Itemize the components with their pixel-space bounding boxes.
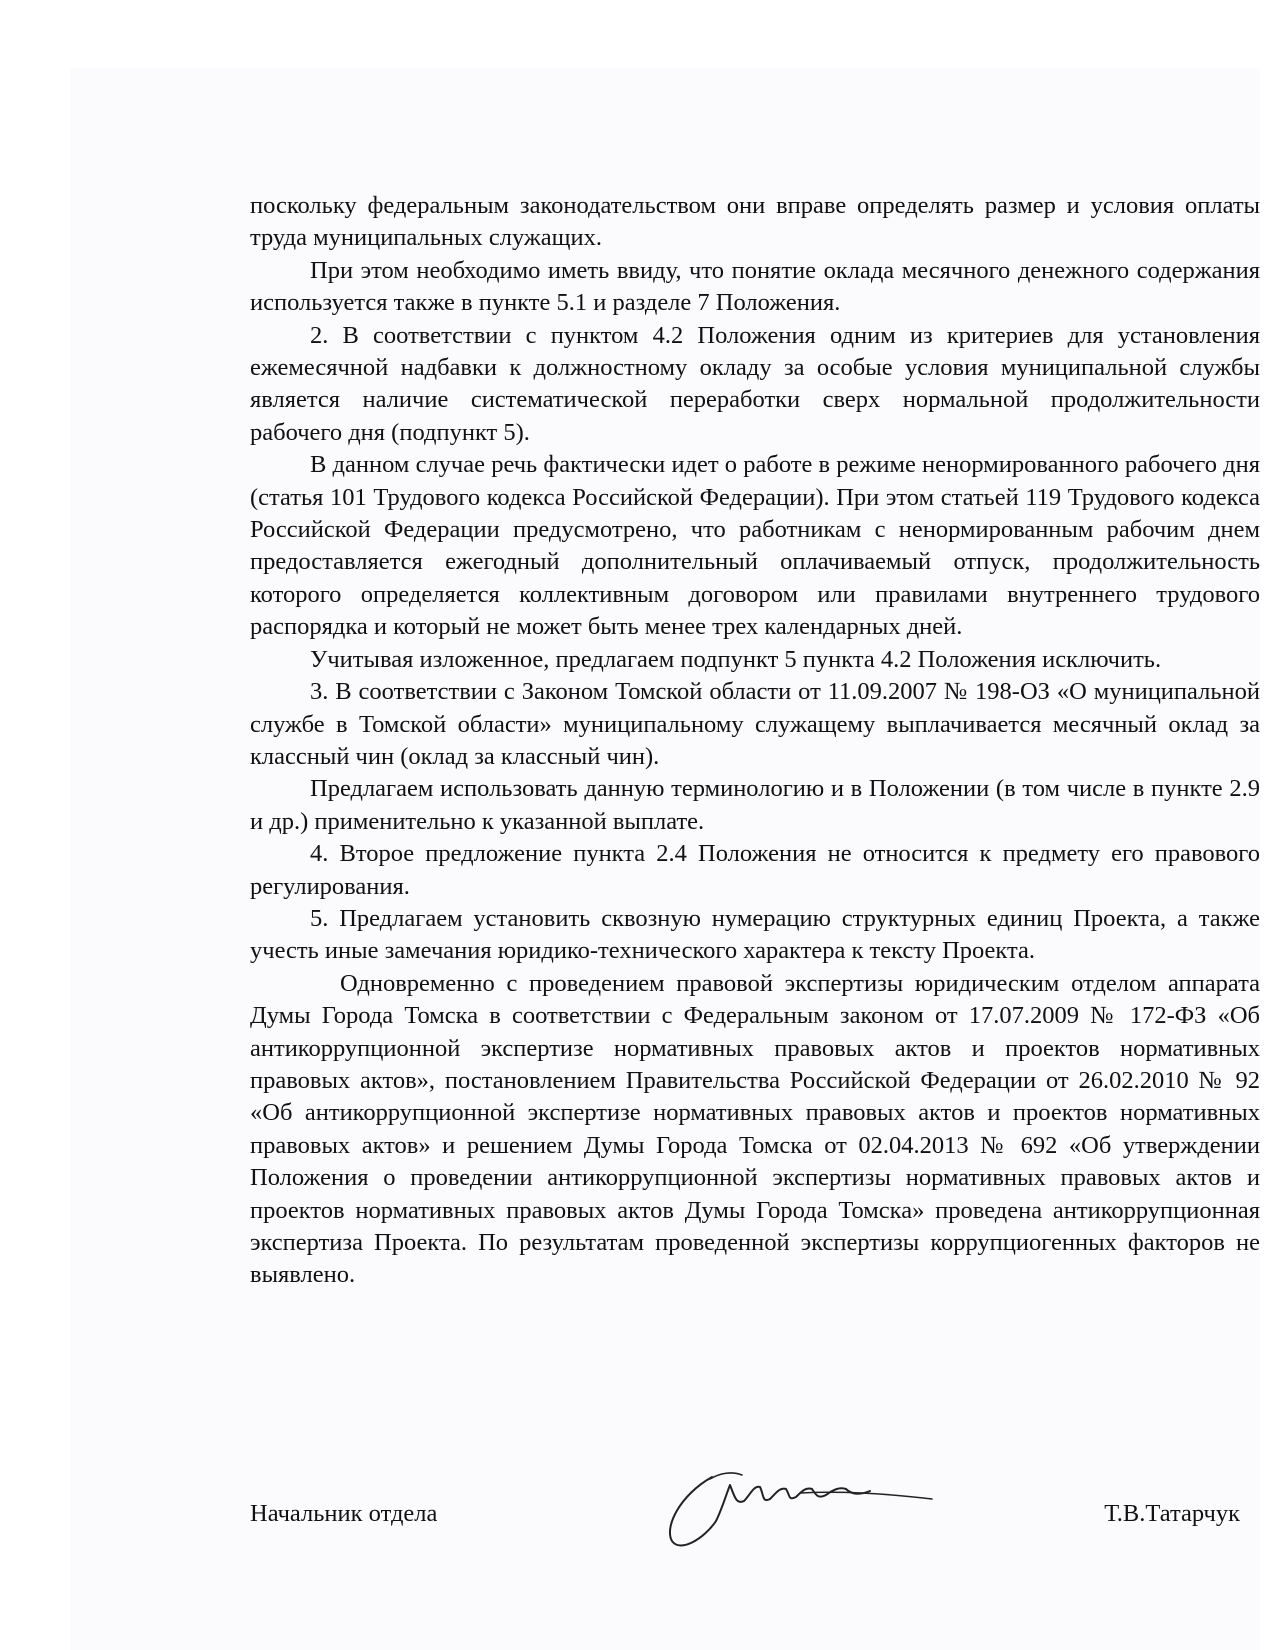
- paragraph-proposal-exclude: Учитывая изложенное, предлагаем подпункт 5 пункта 4.2 Положения исключить.: [310, 645, 1162, 673]
- paragraph-point-2: 2. В соответствии с пунктом 4.2 Положения одним из критериев для установления ежемесячной надбавки к должностному окладу за особые условия муниципальной службы является наличие систематической переработки сверх нормальной продолжительности рабочего дня (подпункт 5).: [250, 321, 1260, 446]
- paragraph-point-3: 3. В соответствии с Законом Томской области от 11.09.2007 № 198-ОЗ «О муниципальной службе в Томской области» муниципальному служащему выплачивается месячный оклад за классный чин (оклад за классный чин).: [250, 678, 1260, 770]
- signature-block: [250, 1500, 1240, 1540]
- handwritten-signature: [650, 1455, 940, 1565]
- paragraph-anticorruption: Одновременно с проведением правовой экспертизы юридическим отделом аппарата Думы Города Томска в соответствии с Федеральным законом от 17.07.2009 № 172-ФЗ «Об антикоррупционной экспертизе нормативных правовых актов и проектов нормативных правовых актов», постановлением Правительства Российской Федерации от 26.02.2010 № 92 «Об антикоррупционной экспертизе нормативных правовых актов и проектов нормативных правовых актов» и решением Думы Города Томска от 02.04.2013 № 692 «Об утверждении Положения о проведении антикоррупционной экспертизы нормативных правовых актов и проектов нормативных правовых актов Думы Города Томска» проведена антикоррупционная экспертиза Проекта. По результатам проведенной экспертизы коррупциогенных факторов не выявлено.: [250, 969, 1260, 1289]
- paragraph-irregular-hours: В данном случае речь фактически идет о работе в режиме ненормированного рабочего дня (статья 101 Трудового кодекса Российской Федерации). При этом статьей 119 Трудового кодекса Российской Федерации предусмотрено, что работникам с ненормированным рабочим днем предоставляется ежегодный дополнительный оплачиваемый отпуск, продолжительность которого определяется коллективным договором или правилами внутреннего трудового распорядка и который не может быть менее трех календарных дней.: [250, 451, 1260, 641]
- paragraph-terminology: Предлагаем использовать данную терминологию и в Положении (в том числе в пункте 2.9 и др.) применительно к указанной выплате.: [250, 775, 1260, 835]
- paragraph-salary-concept: При этом необходимо иметь ввиду, что понятие оклада месячного денежного содержания используется также в пункте 5.1 и разделе 7 Положения.: [250, 256, 1260, 317]
- signer-title: Начальник отдела: [250, 1500, 438, 1527]
- paragraph-point-4: 4. Второе предложение пункта 2.4 Положения не относится к предмету его правового регулирования.: [250, 840, 1260, 900]
- document-body: [250, 190, 1260, 1292]
- paragraph-continuation: поскольку федеральным законодательством они вправе определять размер и условия оплаты труда муниципальных служащих.: [250, 192, 1260, 252]
- signer-name: Т.В.Татарчук: [1104, 1500, 1240, 1527]
- paragraph-point-5: 5. Предлагаем установить сквозную нумерацию структурных единиц Проекта, а также учесть иные замечания юридико-технического характера к тексту Проекта.: [250, 904, 1260, 965]
